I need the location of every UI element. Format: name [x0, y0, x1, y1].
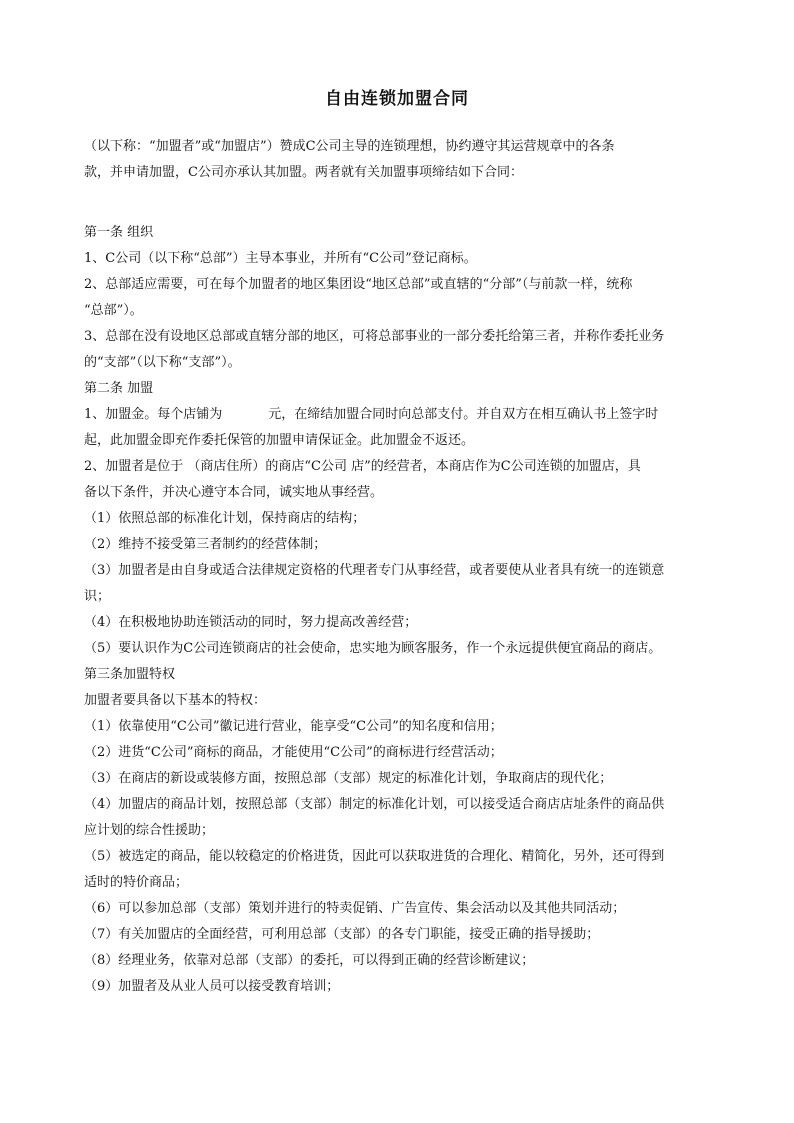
document-body: [84, 134, 710, 1000]
fee-line-end: 元，在缔结加盟合同时向总部支付。并自双方在相互确认书上签字时: [268, 407, 659, 422]
article-line: （2）进货“C公司”商标的商品，才能使用“C公司”的商标进行经营活动；: [84, 745, 503, 760]
article-line: （3）在商店的新设或装修方面，按照总部（支部）规定的标准化计划，争取商店的现代化；: [84, 771, 613, 786]
article-line: 备以下条件，并决心遵守本合同，诚实地从事经营。: [84, 485, 384, 500]
article-line: 应计划的综合性援助；: [84, 823, 215, 838]
article-line: （7）有关加盟店的全面经营，可利用总部（支部）的各专门职能，接受正确的指导援助；: [84, 927, 600, 942]
paragraph-gap: [84, 186, 710, 212]
article-line: 的“支部”（以下称“支部”）。: [84, 355, 241, 370]
article-line: （1）依靠使用“C公司”徽记进行营业，能享受“C公司”的知名度和信用；: [84, 719, 503, 734]
intro-line: （以下称：“加盟者”或“加盟店”）赞成C公司主导的连锁理想，协约遵守其运营规章中的各条: [84, 139, 615, 154]
document-title: 自由连锁加盟合同: [325, 89, 469, 109]
article-heading: 第一条 组织: [84, 225, 154, 240]
article-line: （4）加盟店的商品计划，按照总部（支部）制定的标准化计划，可以接受适合商店店址条件的商品供: [84, 797, 665, 812]
article-line: 适时的特价商品；: [84, 875, 189, 890]
article-line: 加盟者要具备以下基本的特权：: [84, 693, 267, 708]
article-line: （3）加盟者是由自身或适合法律规定资格的代理者专门从事经营，或者要使从业者具有统一的连锁意: [84, 563, 665, 578]
article-heading: 第三条加盟特权: [84, 667, 176, 682]
article-line: （8）经理业务，依靠对总部（支部）的委托，可以得到正确的经营诊断建议；: [84, 953, 535, 968]
article-line: “总部”）。: [84, 303, 143, 318]
article-line: 起，此加盟金即充作委托保管的加盟申请保证金。此加盟金不返还。: [84, 433, 475, 448]
intro-line: 款，并申请加盟，C公司亦承认其加盟。两者就有关加盟事项缔结如下合同：: [84, 165, 523, 180]
article-line: （1）依照总部的标准化计划，保持商店的结构；: [84, 511, 366, 526]
article-heading: 第二条 加盟: [84, 381, 154, 396]
article-line: （5）被选定的商品，能以较稳定的价格进货，因此可以获取进货的合理化、精简化，另外，还可得到: [84, 849, 665, 864]
article-line: 2、加盟者是位于 （商店住所）的商店“C公司 店”的经营者，本商店作为C公司连锁的加盟店，具: [84, 459, 641, 474]
article-line: 2、总部适应需要，可在每个加盟者的地区集团设“地区总部”或直辖的“分部”（与前款一样，统称: [84, 277, 633, 292]
article-line: （6）可以参加总部（支部）策划并进行的特卖促销、广告宣传、集会活动以及其他共同活动；: [84, 901, 626, 916]
article-line: 1、C公司（以下称“总部”）主导本事业，并所有“C公司”登记商标。: [84, 251, 477, 266]
article-line: （2）维持不接受第三者制约的经营体制；: [84, 537, 327, 552]
paragraph-gap: [84, 212, 710, 220]
fee-line: [84, 402, 710, 428]
article-line: （4）在积极地协助连锁活动的同时，努力提高改善经营；: [84, 615, 418, 630]
article-line: （9）加盟者及从业人员可以接受教育培训；: [84, 979, 340, 994]
fee-line-start: 1、加盟金。每个店铺为: [84, 407, 223, 422]
article-line: （5）要认识作为C公司连锁商店的社会使命，忠实地为顾客服务，作一个永远提供便宜商品的商店。: [84, 641, 662, 656]
article-line: 3、总部在没有设地区总部或直辖分部的地区，可将总部事业的一部分委托给第三者，并称作委托业务: [84, 329, 665, 344]
article-line: 识；: [84, 589, 111, 604]
